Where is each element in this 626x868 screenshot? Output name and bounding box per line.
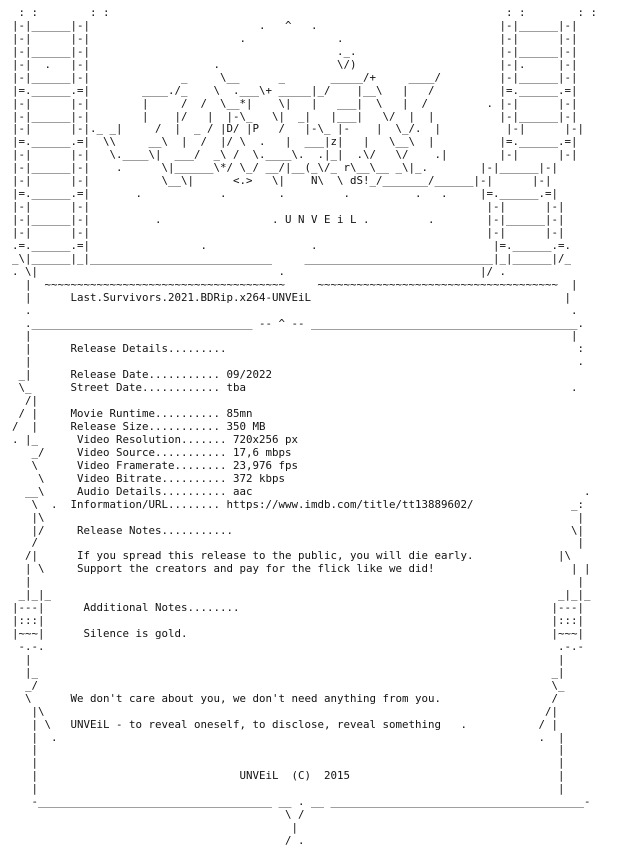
nfo-line: | | xyxy=(12,652,565,666)
nfo-line: | | xyxy=(12,575,585,589)
nfo-line: | | xyxy=(12,756,565,770)
nfo-line: |=.______.=| . . . . . . |=.______.=| xyxy=(12,187,559,201)
nfo-line: __\ Audio Details.......... aac . xyxy=(12,484,591,498)
nfo-line: | . . | xyxy=(12,730,565,744)
nfo-line: : : : : : : : : xyxy=(12,6,598,19)
nfo-line: |---| Additional Notes........ |---| xyxy=(12,601,585,615)
nfo-line: |-|______|-| . ^ . |-|______|-| xyxy=(12,18,578,32)
nfo-line: | xyxy=(12,821,299,835)
nfo-line: |=.______.=| \\ __\ | / |/ \ . | ___|z| | \__\ | |=.______.=| xyxy=(12,135,578,149)
nfo-line: \ / xyxy=(12,808,305,822)
nfo-line: / | Release Size........... 350 MB xyxy=(12,420,266,433)
nfo-line: |-| |-| | / / \__*| \| | ___| \ | / . |-| |-| xyxy=(12,96,578,110)
nfo-line: |-| |-|._ _| / | _ / |D/ |P / |-\_ |- | \_/. | |-| |-| xyxy=(12,122,585,136)
nfo-line: \ . Information/URL........ https://www.imdb.com/title/tt13889602/ _: xyxy=(12,497,585,511)
nfo-line: |/ Release Notes........... \| xyxy=(12,523,585,537)
nfo-line: .=.______.=| . . |=.______.=. xyxy=(12,238,572,252)
nfo-line: |-|______|-| ._. |-|______|-| xyxy=(12,44,578,58)
nfo-line: |-| |-| |-| |-| xyxy=(12,225,565,239)
nfo-line: _/ \_ xyxy=(12,678,565,692)
nfo-line: \ Video Bitrate.......... 372 kbps xyxy=(12,471,286,485)
nfo-line: .__________________________________ -- ^ -- _________________________________________. xyxy=(12,316,585,330)
nfo-line: /| If you spread this release to the public, you will die early. |\ xyxy=(12,549,572,563)
nfo-line: /| xyxy=(12,394,39,408)
nfo-line: |-| |-| \.____\| ___/ _\ / \.____\. .|_| .\/ \/ .| |-| |-| xyxy=(12,148,578,162)
nfo-line: |-|______|-| . . U N V E i L . . |-|______|-| xyxy=(12,213,565,226)
nfo-line: / | Movie Runtime.......... 85mn xyxy=(12,407,253,421)
nfo-line: -____________________________________ __ . __ _______________________________________- xyxy=(12,795,591,809)
nfo-line: . |_ Video Resolution....... 720x256 px xyxy=(12,432,299,446)
nfo-line: |-|______|-| | |/ | |-\_ \| _| |___| \/ | | |-|______|-| xyxy=(12,109,578,123)
nfo-line: | | xyxy=(12,329,578,343)
nfo-line: | \ Support the creators and pay for the flick like we did! | | xyxy=(12,562,591,576)
nfo-line: _|_|_ _|_|_ xyxy=(12,588,591,602)
nfo-ascii-art-document xyxy=(12,7,597,861)
nfo-line: |-| |-| \__\| <.> \| N\ \ dS!_/_______/______|-| |-| xyxy=(12,174,552,188)
nfo-line: | Release Details......... : xyxy=(12,342,585,356)
nfo-line: |=.______.=| ____./_ \ .___\+ _____|_/ |__\ | / |=.______.=| xyxy=(12,83,578,97)
nfo-line: |_ _| xyxy=(12,665,565,679)
nfo-line: \ We don't care about you, we don't need anything from you. / xyxy=(12,691,559,705)
nfo-line: |-|______|-| _ \__ _ _____/+ ____/ |-|______|-| xyxy=(12,70,578,84)
nfo-line: |-|______|-| . \|______\*/ \_/ __/|__(_\/_ r\__\__ _\|_. |-|______|-| xyxy=(12,161,559,175)
nfo-line: _| Release Date........... 09/2022 xyxy=(12,368,273,382)
nfo-line: |~~~| Silence is gold. |~~~| xyxy=(12,627,585,640)
nfo-line: . \| . |/ . xyxy=(12,264,507,278)
nfo-line: | | xyxy=(12,743,565,757)
nfo-line: | . xyxy=(12,355,585,369)
nfo-line: / . xyxy=(12,834,305,847)
nfo-line: -.-. .-.- xyxy=(12,639,585,653)
nfo-line: |-| |-| |-| |-| xyxy=(12,200,565,214)
nfo-line: / | xyxy=(12,536,585,550)
nfo-line: |-| . |-| . \/) |-|. |-| xyxy=(12,57,578,71)
nfo-line: |-| |-| . . |-| |-| xyxy=(12,31,578,45)
nfo-line: \ Video Framerate........ 23,976 fps xyxy=(12,458,299,472)
nfo-line: | ~~~~~~~~~~~~~~~~~~~~~~~~~~~~~~~~~~~~~ ~~~~~~~~~~~~~~~~~~~~~~~~~~~~~~~~~~~~~ | xyxy=(12,277,578,291)
nfo-line: |\ /| xyxy=(12,704,559,718)
nfo-line: |\ | xyxy=(12,510,585,524)
nfo-line xyxy=(12,848,597,861)
nfo-line: |:::| |:::| xyxy=(12,614,585,628)
nfo-line: | UNVEiL (C) 2015 | xyxy=(12,769,565,783)
nfo-line: . . xyxy=(12,303,578,317)
nfo-line: _/ Video Source........... 17,6 mbps xyxy=(12,445,292,459)
nfo-line: _\|______|_|____________________________ _____________________________|_|______|/_ xyxy=(12,251,572,265)
nfo-line: | \ UNVEiL - to reveal oneself, to disclose, reveal something . / | xyxy=(12,717,559,731)
nfo-line: \_ Street Date............ tba . xyxy=(12,381,578,395)
nfo-line: | Last.Survivors.2021.BDRip.x264-UNVEiL | xyxy=(12,290,572,304)
nfo-line: | | xyxy=(12,782,565,796)
